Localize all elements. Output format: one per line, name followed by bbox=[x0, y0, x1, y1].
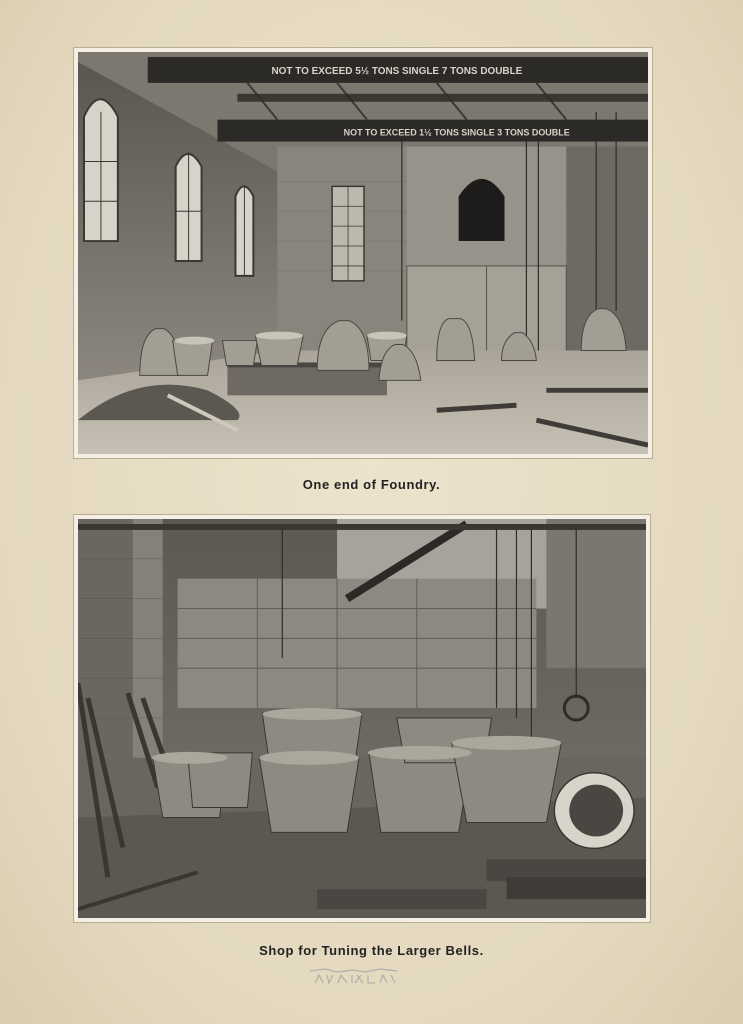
foundry-illustration bbox=[78, 52, 648, 454]
tuning-shop-photo bbox=[73, 514, 651, 923]
crane-sign-upper: NOT TO EXCEED 5½ TONS SINGLE 7 TONS DOUBLE bbox=[271, 65, 523, 77]
tuning-shop-caption: Shop for Tuning the Larger Bells. bbox=[259, 943, 484, 958]
crane-sign-lower: NOT TO EXCEED 1½ TONS SINGLE 3 TONS DOUBLE bbox=[343, 127, 570, 138]
foundry-photo bbox=[73, 47, 653, 459]
foundry-caption: One end of Foundry. bbox=[302, 477, 441, 492]
tuning-shop-illustration bbox=[78, 519, 646, 918]
library-stamp bbox=[305, 963, 405, 989]
